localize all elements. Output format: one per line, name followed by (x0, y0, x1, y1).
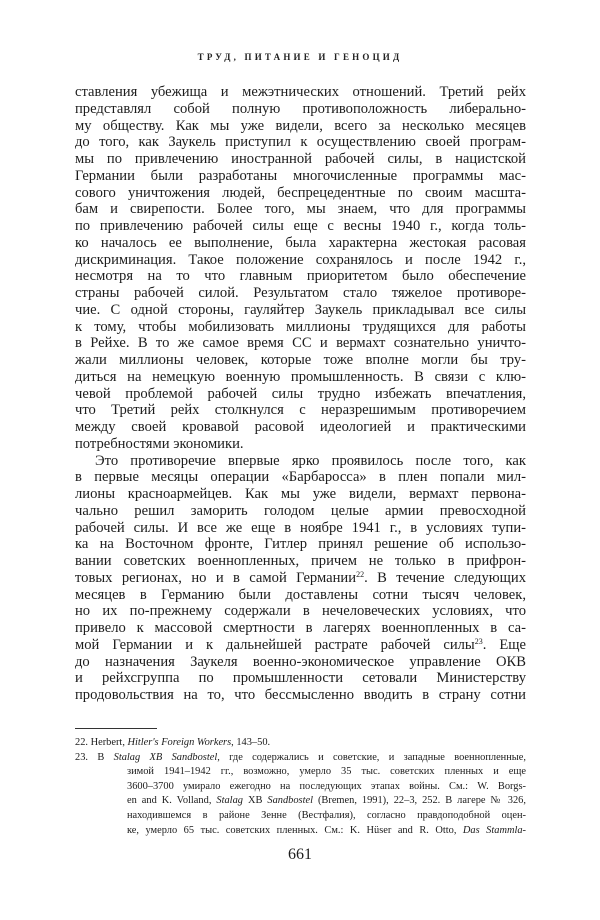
text-line (75, 352, 526, 369)
footnote-ref[interactable]: 22 (356, 569, 365, 579)
line-text: чие. С одной стороны, гауляйтер Заукель прикладывал все силы (75, 301, 526, 318)
text-line (75, 620, 526, 637)
text-line (75, 419, 526, 436)
text-line (75, 486, 526, 503)
page-number: 661 (288, 846, 312, 863)
line-text: Это противоречие впервые ярко проявилось после того, как (95, 452, 526, 469)
line-text: привело к массовой смертности в лагерях военнопленных в са- (75, 620, 526, 636)
footnote-text: находившемся в районе Зенне (Вестфалия), согласно правдоподобной оцен- (127, 809, 526, 821)
text-line (75, 319, 526, 336)
text-line (75, 235, 526, 252)
footnote-divider (75, 728, 157, 729)
text-line (75, 402, 526, 419)
text-line (75, 654, 526, 671)
footnote-text: , где содержались и советские, и западные военнопленные, (217, 751, 526, 763)
line-text: между своей кровавой расовой идеологией и практическими (75, 419, 526, 435)
running-header: ТРУД, ПИТАНИЕ И ГЕНОЦИД (197, 52, 403, 62)
citation-title: Stalag XB Sandbostel (113, 751, 218, 763)
text-line (75, 268, 526, 285)
line-text: продовольствия на то, что бессмысленно вводить в страну сотни (75, 687, 526, 703)
text-line (75, 134, 526, 151)
footnotes (75, 736, 526, 838)
text-line (75, 603, 526, 620)
line-text: чевой проблемой рабочей силы трудно избежать впечатления, (75, 385, 526, 402)
text-line (75, 84, 526, 101)
footnote-text: зимой 1941–1942 гг., возможно, умерло 35 тыс. советских пленных и еще (127, 766, 526, 778)
text-line (75, 503, 526, 520)
text-line (75, 670, 526, 687)
text-line (75, 637, 526, 654)
line-text: потребностями экономики. (75, 435, 244, 452)
line-text: ставления убежища и межэтнических отношений. Третий рейх (75, 84, 526, 100)
line-text: месяцев в Германию были доставлены сотни тысяч человек, (75, 586, 526, 603)
line-text: страны рабочей силой. Результатом стало тяжелое противоре- (75, 285, 526, 301)
text-line (75, 570, 526, 587)
line-text: к тому, чтобы мобилизовать миллионы трудящихся для работы (75, 318, 526, 335)
text-line (75, 369, 526, 386)
line-text: . В течение следующих (364, 569, 527, 586)
text-line (75, 101, 526, 118)
line-text: Германии были разработаны многочисленные программы мас- (75, 167, 526, 184)
line-text: лионы красноармейцев. Как мы уже видели, вермахт первона- (75, 486, 526, 502)
footnote-line (75, 780, 526, 795)
footnote-line (75, 765, 526, 780)
line-text: диться на немецкую военную промышленность. В связи с клю- (75, 368, 526, 385)
footnote-text: 22. Herbert, (75, 737, 128, 748)
footnote-ref[interactable]: 23 (474, 636, 483, 646)
text-line (75, 436, 526, 453)
footnote-text: XB (242, 795, 268, 807)
text-line (75, 687, 526, 704)
text-line (75, 118, 526, 135)
line-text: вании советских военнопленных, причем не только в прифрон- (75, 553, 526, 569)
footnote-line (75, 794, 526, 809)
line-text: в первые месяцы операции «Барбаросса» в плен попали мил- (75, 469, 526, 486)
line-text: до назначения Заукеля военно-экономическое управление ОКВ (75, 653, 526, 670)
footnote-text: , 143–50. (231, 737, 271, 748)
text-line (75, 536, 526, 553)
footnote-line (75, 824, 526, 839)
citation-title: Das Stammla- (462, 824, 526, 836)
line-text: что Третий рейх столкнулся с неразрешимым противоречием (75, 402, 526, 419)
line-text: ка на Восточном фронте, Гитлер принял решение об использо- (75, 536, 526, 553)
line-text: чально решил заморить голодом целые армии превосходной (75, 502, 526, 519)
text-line (75, 587, 526, 604)
footnote-line (75, 736, 526, 751)
line-text: в Рейхе. В то же самое время СС и вермахт сознательно уничто- (75, 335, 526, 352)
line-text: рабочей силы. И все же еще в ноябре 1941 г., в условиях тупи- (75, 519, 526, 536)
footnote-line (75, 809, 526, 824)
citation-title: Hitler's Foreign Workers (127, 737, 232, 748)
line-text: . Еще (482, 636, 526, 653)
text-line (75, 201, 526, 218)
text-line (75, 252, 526, 269)
text-line (75, 335, 526, 352)
line-text: мой Германии и к дальнейшей растрате рабочей силы (75, 636, 475, 653)
line-text: и рейхсгруппа по промышленности сетовали Министерству (75, 670, 526, 687)
body-text (75, 84, 526, 704)
line-text: но их по-прежнему содержали в нечеловеческих условиях, что (75, 603, 526, 620)
footnote-text: (Bremen, 1991), 22–3, 252. В лагере № 326, (312, 795, 526, 807)
footnote-text: ке, умерло 65 тыс. советских пленных. См.: K. Hüser and R. Otto, (127, 824, 463, 836)
line-text: несмотря на то что главным приоритетом было обеспечение (75, 268, 526, 285)
text-line (75, 285, 526, 302)
line-text: му обществу. Как мы уже видели, всего за несколько месяцев (75, 117, 526, 134)
line-text: ко началось ее выполнение, была характерна жестокая расовая (75, 234, 526, 251)
footnote-line (75, 751, 526, 766)
line-text: по привлечению рабочей силы еще с весны 1940 г., когда толь- (75, 218, 526, 234)
line-text: товых регионах, но и в самой Германии (75, 569, 357, 586)
line-text: до того, как Заукель приступил к осуществлению своей програм- (75, 134, 526, 151)
citation-title: Sandbostel (267, 795, 313, 807)
line-text: мы по привлечению иностранной рабочей силы, в нацистской (75, 151, 526, 167)
footnote-text: 23. В (75, 751, 114, 763)
citation-title: Stalag (216, 795, 243, 807)
footnote-text: 3600–3700 умирало ежегодно на последующих этапах войны. См.: W. Borgs- (127, 780, 526, 792)
text-line (75, 520, 526, 537)
text-line (75, 553, 526, 570)
line-text: дискриминация. Такое положение сохранялось и после 1942 г., (75, 251, 526, 268)
line-text: сового уничтожения людей, беспрецедентные по своим масшта- (75, 184, 526, 201)
text-line (75, 185, 526, 202)
text-line (75, 386, 526, 403)
line-text: бам и свирепости. Более того, мы знаем, что для программы (75, 201, 526, 218)
text-line (75, 302, 526, 319)
text-line (75, 151, 526, 168)
text-line (75, 218, 526, 235)
line-text: представлял собой полную противоположность либерально- (75, 100, 526, 117)
line-text: жали миллионы человек, которые тоже вполне могли бы тру- (75, 352, 526, 368)
text-line (75, 168, 526, 185)
text-line (75, 453, 526, 470)
text-line (75, 469, 526, 486)
footnote-text: en and K. Volland, (127, 795, 217, 807)
